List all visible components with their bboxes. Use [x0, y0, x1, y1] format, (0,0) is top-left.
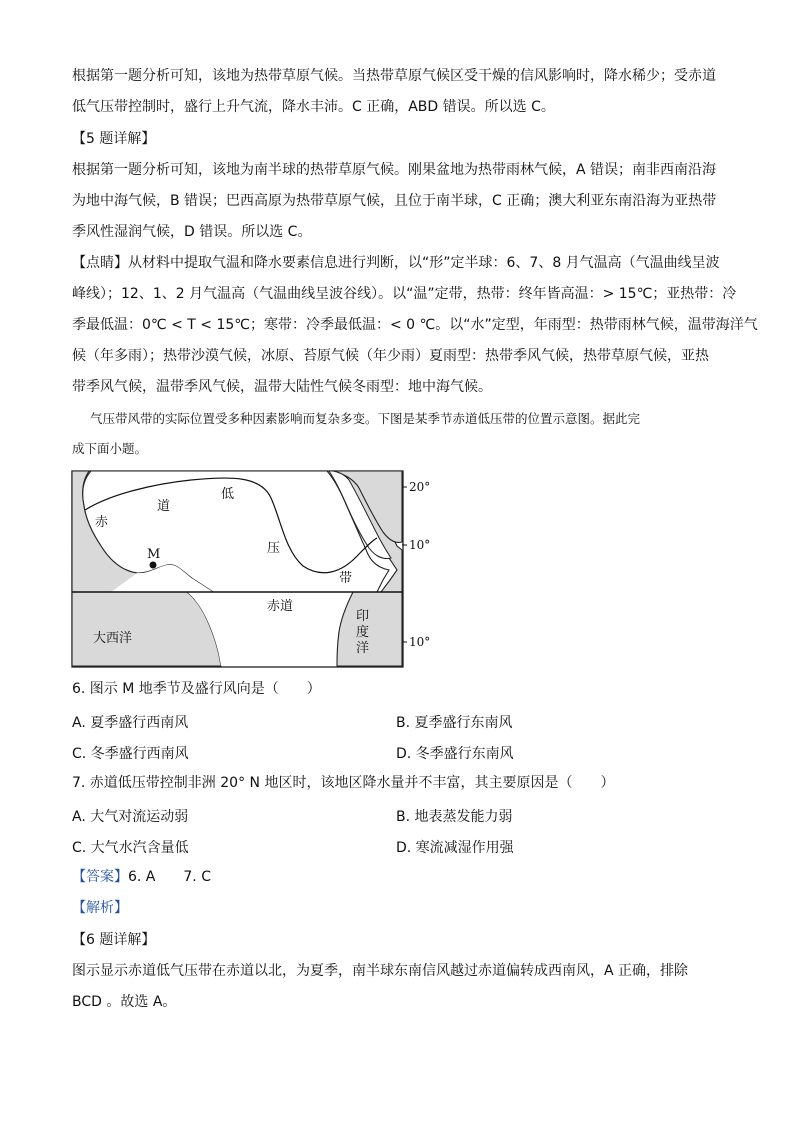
text-line: 季风性湿润气候，D 错误。所以选 C。: [72, 224, 312, 240]
text-line: [72, 248, 722, 279]
indian-ocean-char: 印: [356, 609, 370, 624]
answer-label: 【答案】: [72, 869, 128, 885]
lat-label-10s: 10°: [409, 635, 431, 649]
atlantic-label: 大西洋: [93, 631, 133, 646]
point-m-label: M: [147, 547, 161, 562]
q5-heading: [72, 124, 722, 155]
q6-explanation: [72, 956, 722, 1018]
q6-stem: [72, 674, 722, 705]
q6-option-d[interactable]: D. 冬季盛行东南风: [396, 746, 514, 762]
point-m-marker: [150, 562, 157, 569]
analysis-label: 【解析】: [72, 900, 128, 916]
lat-label-10n: 10°: [409, 538, 431, 552]
q6-option-a[interactable]: A. 夏季盛行西南风: [72, 715, 189, 731]
text-line: BCD 。故选 A。: [72, 994, 177, 1010]
text-line: 成下面小题。: [72, 441, 148, 456]
map-figure: [71, 470, 431, 670]
tip-label: 【点睛】: [72, 255, 128, 271]
q6-stem-text: 6. 图示 M 地季节及盛行风向是（ ）: [72, 681, 321, 697]
text-line: 候（年多雨）；热带沙漠气候，冰原、苔原气候（年少雨）夏雨型：热带季风气候，热带草原气候，亚热: [72, 348, 709, 364]
q7-stem-text: 7. 赤道低压带控制非洲 20° N 地区时，该地区降水量并不丰富，其主要原因是（ ）: [72, 775, 615, 791]
q7-option-c[interactable]: C. 大气水汽含量低: [72, 840, 189, 856]
text-line: 带季风气候，温带季风气候，温带大陆性气候冬雨型：地中海气候。: [72, 379, 492, 395]
equator-label: 赤道: [267, 599, 294, 614]
belt-char: 压: [267, 541, 281, 556]
belt-char: 赤: [95, 515, 109, 530]
text-line: 低气压带控制时，盛行上升气流，降水丰沛。C 正确，ABD 错误。所以选 C。: [72, 99, 555, 115]
text-line: 为地中海气候，B 错误；巴西高原为热带草原气候，且位于南半球，C 正确；澳大利亚东南沿海为亚热带: [72, 193, 717, 209]
text-line: [72, 862, 722, 893]
answer-line: [72, 862, 722, 893]
belt-char: 低: [221, 487, 235, 502]
q4-explanation: [72, 61, 722, 123]
belt-char: 带: [339, 571, 353, 586]
text-line: 根据第一题分析可知，该地为南半球的热带草原气候。刚果盆地为热带雨林气候，A 错误；南非西南沿海: [72, 162, 717, 178]
text-line: 气压带风带的实际位置受多种因素影响而复杂多变。下图是某季节赤道低压带的位置示意图。据此完: [90, 411, 641, 426]
q5-heading-text: 【5 题详解】: [72, 131, 156, 147]
q6-heading-text: 【6 题详解】: [72, 932, 156, 948]
lat-label-20n: 20°: [409, 480, 431, 494]
belt-char: 道: [157, 499, 171, 514]
indian-ocean-char: 度: [356, 625, 370, 640]
tip-block: [72, 248, 758, 403]
q7-option-d[interactable]: D. 寒流减湿作用强: [396, 840, 514, 856]
text-line: 峰线）；12、1、2 月气温高（气温曲线呈波谷线）。以“温”定带，热带：终年皆高温：> 15℃；亚热带：冷: [72, 286, 737, 302]
indian-ocean-char: 洋: [356, 641, 370, 656]
q6-option-b[interactable]: B. 夏季盛行东南风: [396, 715, 513, 731]
text-line: 季最低温：0℃ < T < 15℃；寒带：冷季最低温：< 0 ℃。以“水”定型，年雨型：热带雨林气候，温带海洋气: [72, 317, 758, 333]
text-line: 图示显示赤道低气压带在赤道以北，为夏季，南半球东南信风越过赤道偏转成西南风，A 正确，排除: [72, 963, 689, 979]
analysis-heading: [72, 893, 722, 924]
q7-stem: [72, 768, 722, 799]
map-intro: [72, 404, 722, 464]
text-line: 根据第一题分析可知，该地为热带草原气候。当热带草原气候区受干燥的信风影响时，降水稀少；受赤道: [72, 68, 716, 84]
q6-heading: [72, 925, 722, 956]
q5-explanation: [72, 155, 722, 248]
q7-option-b[interactable]: B. 地表蒸发能力弱: [396, 809, 513, 825]
tip-text: 从材料中提取气温和降水要素信息进行判断，以“形”定半球：6、7、8 月气温高（气温曲线呈波: [128, 255, 720, 271]
q6-option-c[interactable]: C. 冬季盛行西南风: [72, 746, 189, 762]
q7-option-a[interactable]: A. 大气对流运动弱: [72, 809, 189, 825]
answer-value: 6. A 7. C: [128, 869, 211, 885]
